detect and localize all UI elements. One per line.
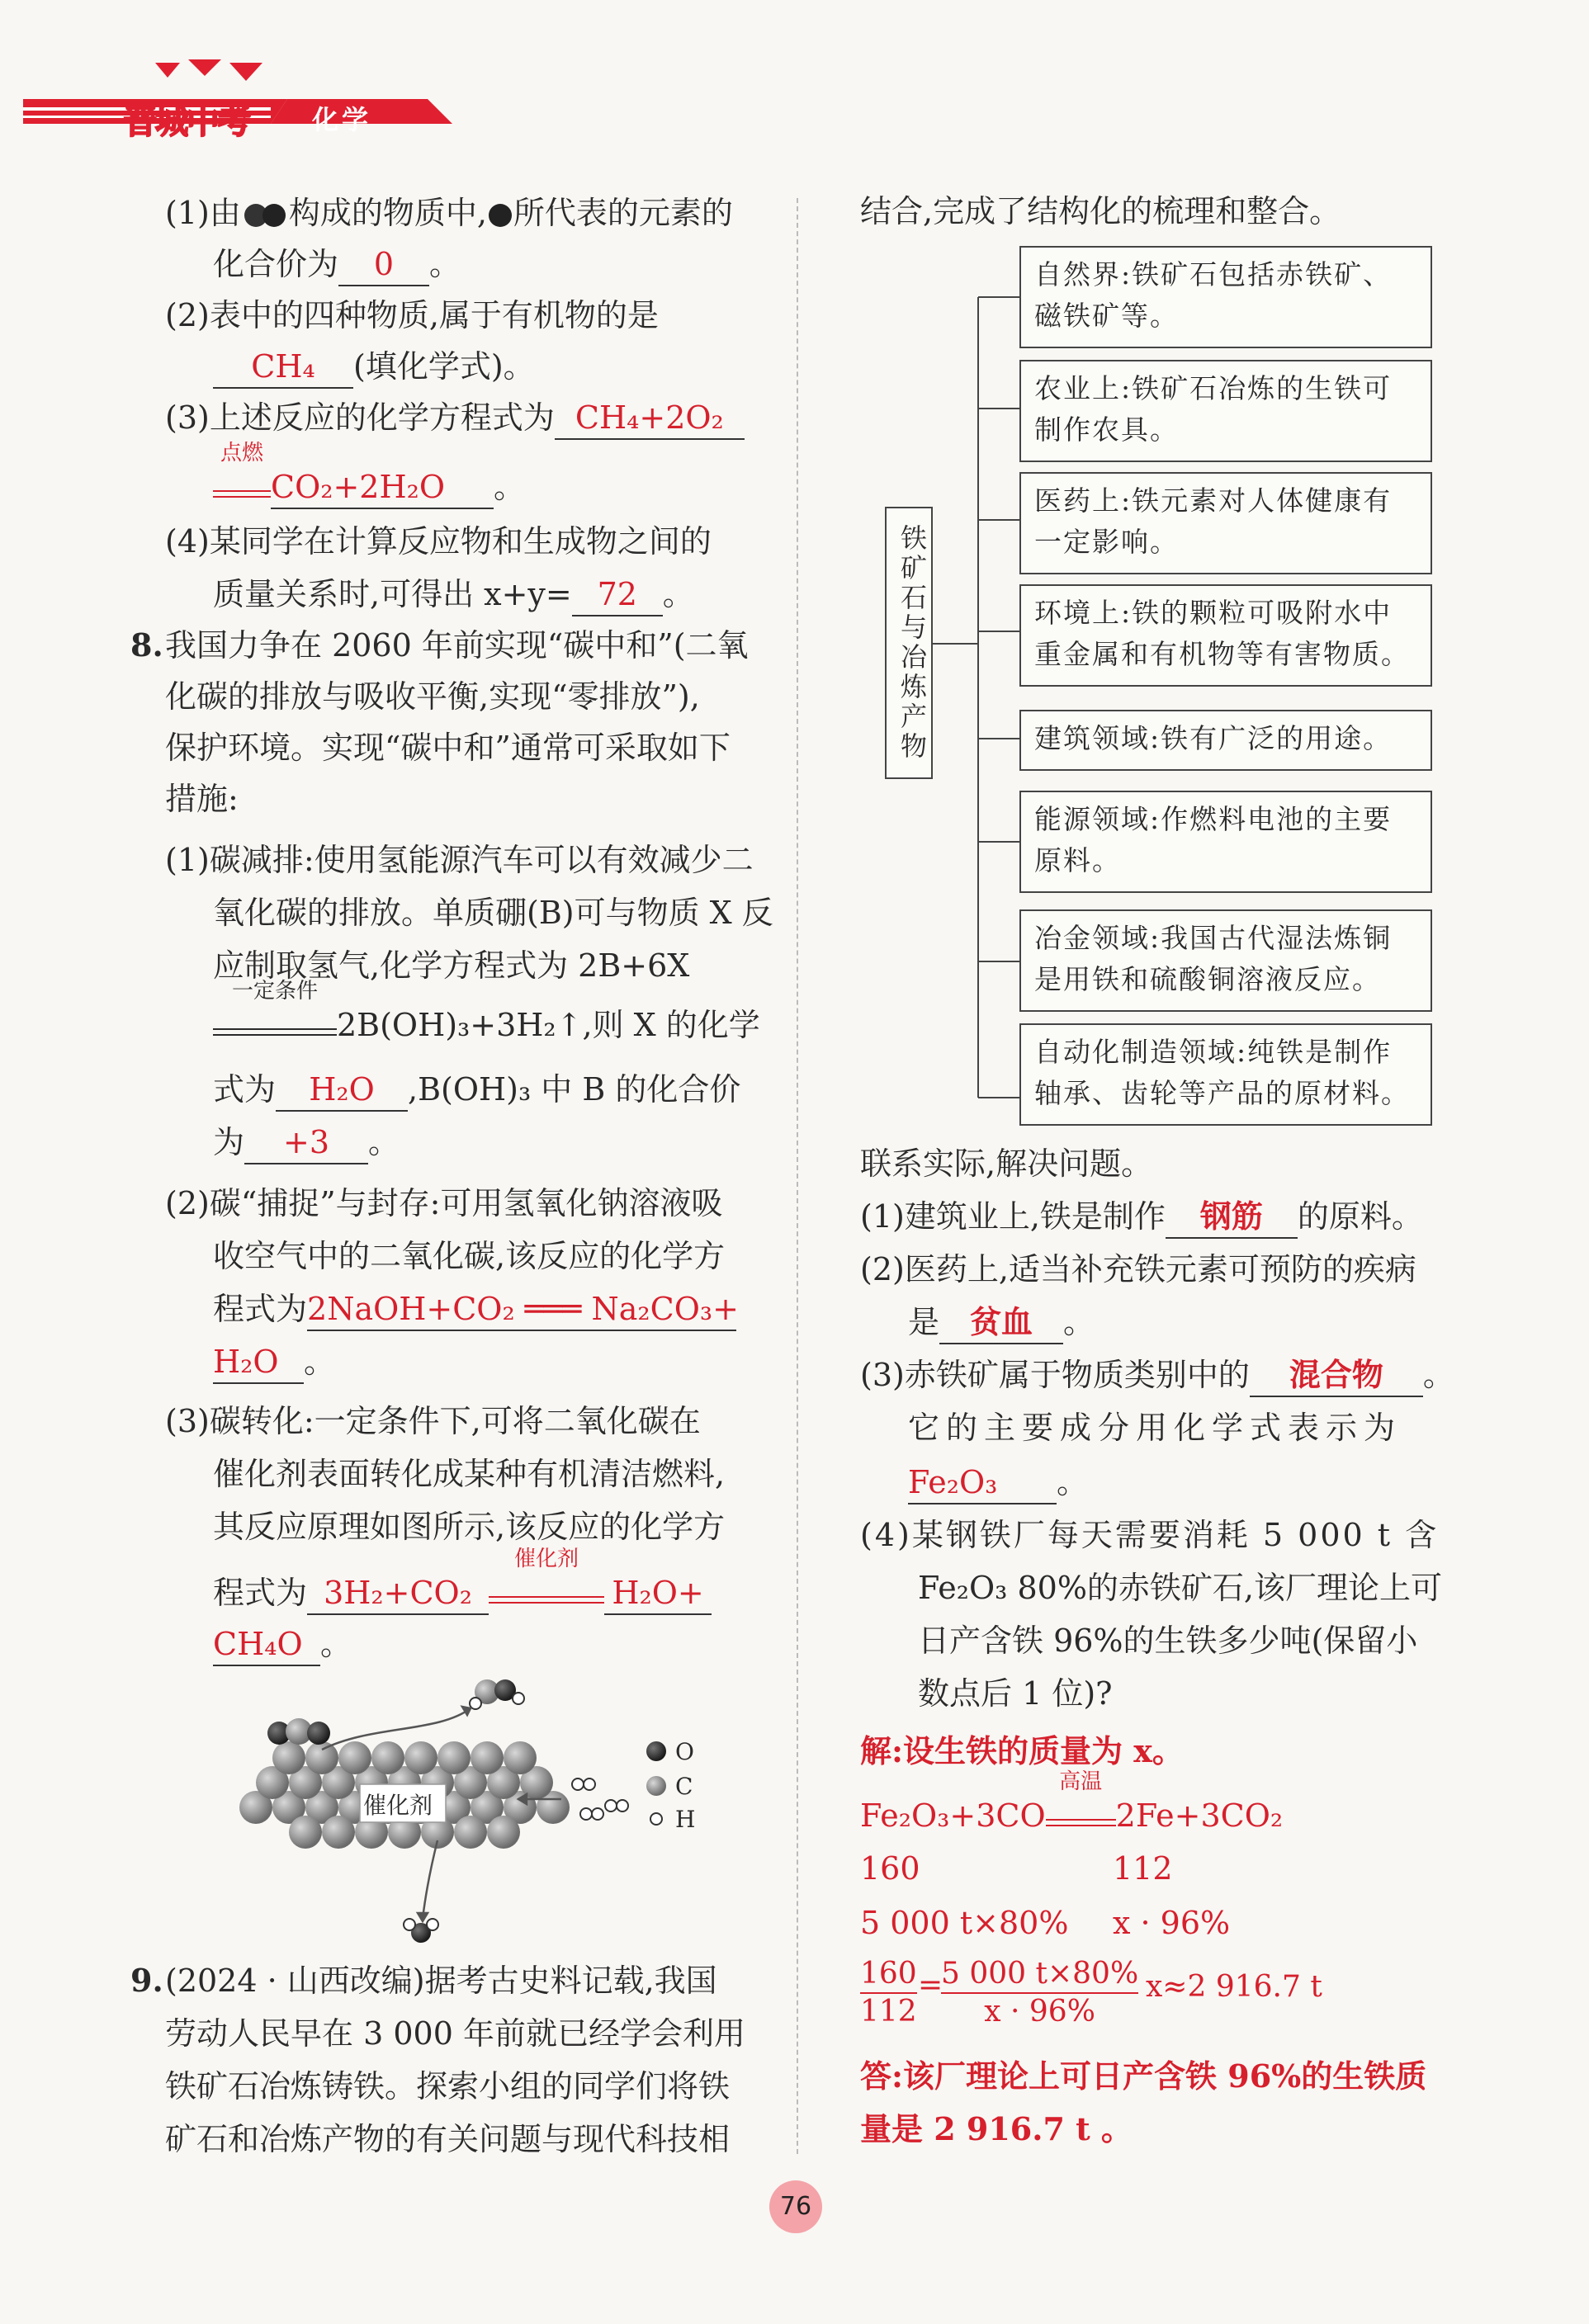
q9-number: 9. (130, 1962, 163, 1999)
q7-1-line1: (1)由 构成的物质中, 所代表的元素的 (165, 195, 733, 231)
q8-line4: 措施: (165, 781, 239, 817)
co2-molecule (267, 1718, 330, 1745)
q8-1-line2: 氧化碳的排放。单质硼(B)可与物质 X 反 (213, 895, 773, 931)
column-divider (797, 198, 798, 2154)
mindmap-box-construction: 建筑领域:铁有广泛的用途。 (1019, 710, 1432, 771)
q9-line4: 矿石和冶炼产物的有关问题与现代科技相 (165, 2121, 731, 2157)
q8-3-answer-part2: H₂O+ (604, 1572, 712, 1615)
solution-answer-line1: 答:该厂理论上可日产含铁 96%的生铁质 (860, 2057, 1427, 2095)
mindmap-box-agriculture: 农业上:铁矿石冶炼的生铁可 制作农具。 (1019, 360, 1432, 462)
q8-3-answer-part1: 3H₂+CO₂ (307, 1572, 489, 1615)
q8-line1: 我国力争在 2060 年前实现“碳中和”(二氧 (165, 627, 749, 664)
catalyst-figure (223, 1675, 751, 1948)
r-q3-line3: Fe₂O₃ 。 (908, 1457, 1088, 1507)
legend-carbon: C (675, 1773, 693, 1800)
q8-2-answer-part2: H₂O (213, 1341, 304, 1384)
q9-intro: 结合,完成了结构化的梳理和整合。 (860, 193, 1341, 229)
r-q4-line2: Fe₂O₃ 80%的赤铁矿石,该厂理论上可 (918, 1570, 1443, 1606)
q8-2-line2: 收空气中的二氧化碳,该反应的化学方 (213, 1238, 726, 1274)
header-subject: 化学 (312, 104, 372, 135)
r-q1-answer: 钢筋 (1166, 1196, 1298, 1239)
q7-3-answer-part2: CO₂+2H₂O (271, 466, 494, 509)
solution-160: 160 (860, 1850, 920, 1887)
molecule-icon (241, 201, 289, 229)
solution-fraction1: 160 112 (860, 1957, 917, 2029)
mindmap-box-medicine: 医药上:铁元素对人体健康有 一定影响。 (1019, 472, 1432, 574)
atom-icon (489, 204, 512, 227)
mindmap-box-automation: 自动化制造领域:纯铁是制作 轴承、齿轮等产品的原材料。 (1019, 1023, 1432, 1126)
q8-number: 8. (130, 626, 163, 664)
page-number: 76 (779, 2192, 812, 2221)
q9-line2: 劳动人民早在 3 000 年前就已经学会利用 (165, 2015, 745, 2052)
header-brand: 晋城中考 (124, 103, 249, 141)
solution-equals: = (918, 1968, 943, 2002)
mindmap-box-energy: 能源领域:作燃料电池的主要 原料。 (1019, 791, 1432, 893)
solution-condition: 高温 (1046, 1794, 1116, 1826)
solution-mass2: x · 96% (1113, 1905, 1231, 1941)
q8-2-answer-part1: 2NaOH+CO₂ ═══ Na₂CO₃+ (307, 1288, 736, 1331)
hydrogen-molecules (572, 1778, 628, 1820)
q7-4-line1: (4)某同学在计算反应物和生成物之间的 (165, 523, 712, 560)
q7-2-answer: CH₄ (213, 346, 353, 389)
mindmap-box-metallurgy: 冶金领域:我国古代湿法炼铜 是用铁和硫酸铜溶液反应。 (1019, 909, 1432, 1012)
r-q2-answer: 贫血 (939, 1301, 1063, 1344)
r-q2-line1: (2)医药上,适当补充铁元素可预防的疾病 (860, 1251, 1416, 1287)
solution-let: 解:设生铁的质量为 x。 (860, 1732, 1184, 1769)
q7-2-line2: CH₄ (填化学式)。 (213, 342, 535, 391)
r-q3-answer: 混合物 (1250, 1354, 1423, 1397)
legend-oxygen: O (675, 1738, 694, 1765)
q8-3-line3: 其反应原理如图所示,该反应的化学方 (213, 1509, 726, 1545)
solution-result: x≈2 916.7 t (1146, 1970, 1322, 2004)
q7-4-line2: 质量关系时,可得出 x+y= 72 。 (213, 569, 694, 619)
water-molecule (404, 1919, 438, 1943)
q8-1-line4: 一定条件 2B(OH)₃+3H₂↑,则 X 的化学 (213, 1000, 760, 1050)
q8-3-line2: 催化剂表面转化成某种有机清洁燃料, (213, 1456, 726, 1492)
q8-3-line4: 程式为 3H₂+CO₂ 催化剂 H₂O+ (213, 1568, 712, 1618)
q7-3-line1: (3)上述反应的化学方程式为 CH₄+2O₂ (165, 393, 745, 442)
mindmap-box-environment: 环境上:铁的颗粒可吸附水中 重金属和有机物等有害物质。 (1019, 584, 1432, 687)
q7-1-answer: 0 (338, 243, 429, 286)
q8-1-line1: (1)碳减排:使用氢能源汽车可以有效减少二 (165, 842, 754, 878)
r-q3-answer-formula: Fe₂O₃ (908, 1462, 1057, 1504)
q7-1-line2: 化合价为 0 。 (213, 239, 461, 289)
figure-legend (646, 1741, 666, 1825)
q8-2-line3: 程式为2NaOH+CO₂ ═══ Na₂CO₃+ (213, 1284, 736, 1334)
q8-1-answer-formula: H₂O (276, 1069, 408, 1112)
q8-1-line6: 为 +3 。 (213, 1117, 400, 1167)
r-q4-line4: 数点后 1 位)? (918, 1675, 1113, 1712)
q8-1-condition: 一定条件 (213, 1004, 337, 1036)
solution-fraction2: 5 000 t×80% x · 96% (941, 1957, 1139, 2029)
q8-2-line4: H₂O 。 (213, 1337, 335, 1386)
q8-2-line1: (2)碳“捕捉”与封存:可用氢氧化钠溶液吸 (165, 1185, 723, 1221)
q7-3-answer-part1: CH₄+2O₂ (555, 397, 745, 440)
solution-mass1: 5 000 t×80% (860, 1905, 1069, 1941)
q9-line3: 铁矿石冶炼铸铁。探索小组的同学们将铁 (165, 2068, 731, 2104)
product-molecule-top (470, 1679, 524, 1709)
q8-1-line3: 应制取氢气,化学方程式为 2B+6X (213, 947, 690, 984)
solution-answer-line2: 量是 2 916.7 t 。 (860, 2110, 1133, 2147)
solution-112: 112 (1113, 1850, 1173, 1887)
q7-4-answer: 72 (572, 574, 663, 616)
q8-3-condition: 催化剂 (489, 1571, 604, 1604)
r-q4-line1: (4)某钢铁厂每天需要消耗 5 000 t 含 (860, 1517, 1440, 1553)
q8-3-line1: (3)碳转化:一定条件下,可将二氧化碳在 (165, 1403, 701, 1439)
q8-1-answer-valence: +3 (244, 1122, 368, 1164)
r-q3-line1: (3)赤铁矿属于物质类别中的 混合物 。 (860, 1350, 1454, 1400)
q7-3-line2: 点燃 CO₂+2H₂O 。 (213, 462, 525, 512)
q9-line1: (2024 · 山西改编)据考古史料记载,我国 (165, 1963, 717, 1999)
q8-3-line5: CH₄O 。 (213, 1619, 352, 1669)
q7-3-condition: 点燃 (213, 465, 271, 498)
r-q1-line: (1)建筑业上,铁是制作 钢筋 的原料。 (860, 1192, 1423, 1241)
r-q3-line2: 它的主要成分用化学式表示为 (908, 1410, 1402, 1446)
q8-line2: 化碳的排放与吸收平衡,实现“零排放”), (165, 678, 700, 715)
q8-1-line5: 式为 H₂O ,B(OH)₃ 中 B 的化合价 (213, 1065, 740, 1114)
q8-3-answer-part3: CH₄O (213, 1623, 320, 1666)
q7-2-line1: (2)表中的四种物质,属于有机物的是 (165, 297, 659, 333)
legend-hydrogen: H (675, 1806, 696, 1833)
q8-line3: 保护环境。实现“碳中和”通常可采取如下 (165, 730, 731, 766)
mindmap-root: 铁矿石与冶炼产物 (885, 507, 933, 779)
r-q4-line3: 日产含铁 96%的生铁多少吨(保留小 (918, 1623, 1418, 1659)
catalyst-label: 催化剂 (363, 1792, 433, 1819)
r-q2-line2: 是 贫血 。 (908, 1297, 1095, 1347)
solution-equation: Fe₂O₃+3CO 高温 2Fe+3CO₂ (860, 1769, 1284, 1834)
mindmap-box-nature: 自然界:铁矿石包括赤铁矿、 磁铁矿等。 (1019, 246, 1432, 348)
lianxi-heading: 联系实际,解决问题。 (860, 1145, 1153, 1182)
